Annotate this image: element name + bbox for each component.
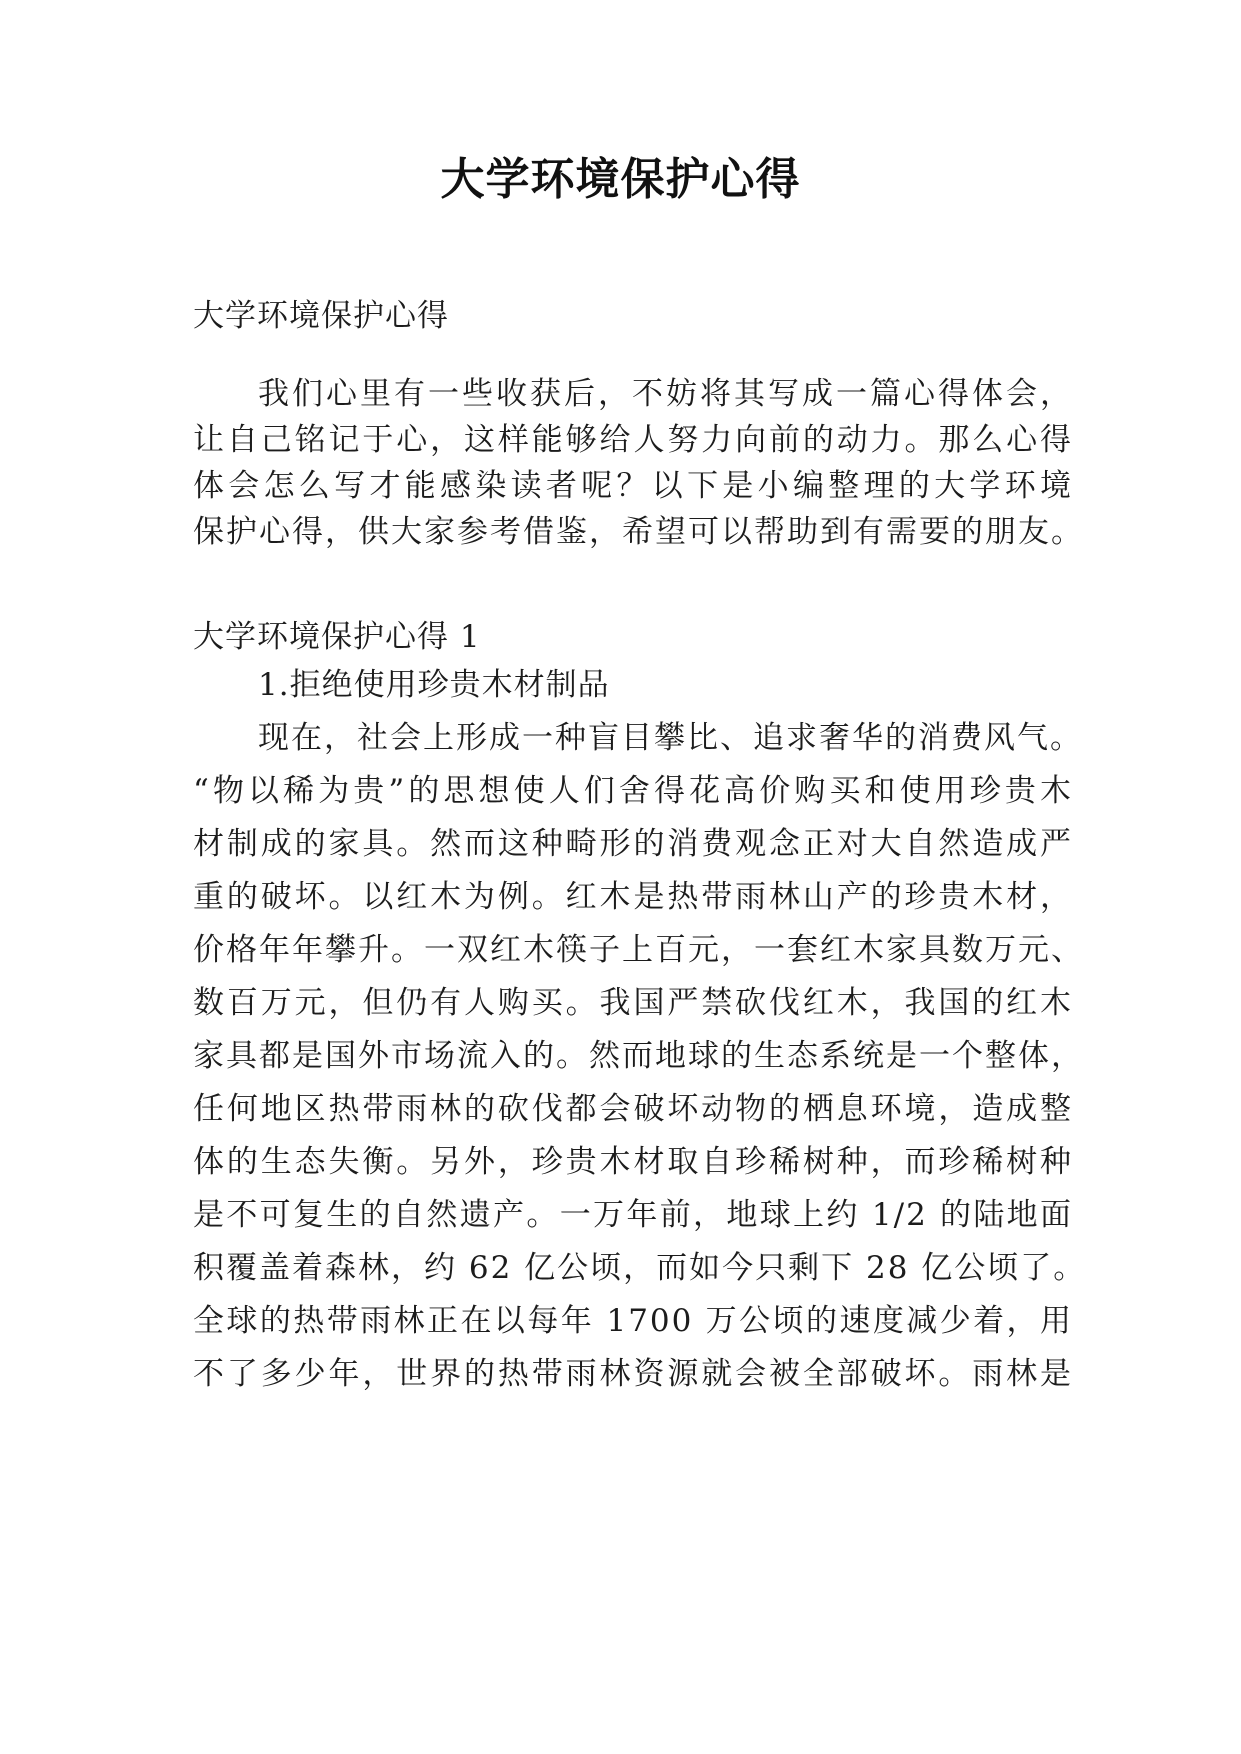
intro-line: 保护心得，供大家参考借鉴，希望可以帮助到有需要的朋友。 [193, 514, 1084, 550]
body-line: 任何地区热带雨林的砍伐都会破坏动物的栖息环境，造成整 [193, 1091, 1073, 1127]
section-heading: 大学环境保护心得 1 [193, 619, 481, 655]
body-line: 是不可复生的自然遗产。一万年前，地球上约 1/2 的陆地面 [193, 1197, 1073, 1233]
document-title: 大学环境保护心得 [440, 154, 801, 205]
body-line: 价格年年攀升。一双红木筷子上百元，一套红木家具数万元、 [193, 932, 1084, 968]
body-line: 数百万元，但仍有人购买。我国严禁砍伐红木，我国的红木 [193, 985, 1073, 1021]
intro-line: 让自己铭记于心，这样能够给人努力向前的动力。那么心得 [193, 422, 1073, 458]
body-line: 不了多少年，世界的热带雨林资源就会被全部破坏。雨林是 [193, 1356, 1073, 1392]
document-subtitle: 大学环境保护心得 [193, 298, 449, 334]
body-line: 体的生态失衡。另外，珍贵木材取自珍稀树种，而珍稀树种 [193, 1144, 1073, 1180]
body-line: 材制成的家具。然而这种畸形的消费观念正对大自然造成严 [193, 826, 1073, 862]
intro-line: 我们心里有一些收获后，不妨将其写成一篇心得体会， [258, 376, 1073, 412]
body-line: 重的破坏。以红木为例。红木是热带雨林山产的珍贵木材， [193, 879, 1073, 915]
body-line: 家具都是国外市场流入的。然而地球的生态系统是一个整体， [193, 1038, 1084, 1074]
body-line: 现在，社会上形成一种盲目攀比、追求奢华的消费风气。 [258, 720, 1083, 756]
point-heading: 1.拒绝使用珍贵木材制品 [258, 667, 610, 703]
body-line: “物以稀为贵”的思想使人们舍得花高价购买和使用珍贵木 [193, 773, 1073, 809]
body-line: 积覆盖着森林，约 62 亿公顷，而如今只剩下 28 亿公顷了。 [193, 1250, 1087, 1286]
intro-line: 体会怎么写才能感染读者呢？以下是小编整理的大学环境 [193, 468, 1073, 504]
body-line: 全球的热带雨林正在以每年 1700 万公顷的速度减少着，用 [193, 1303, 1073, 1339]
